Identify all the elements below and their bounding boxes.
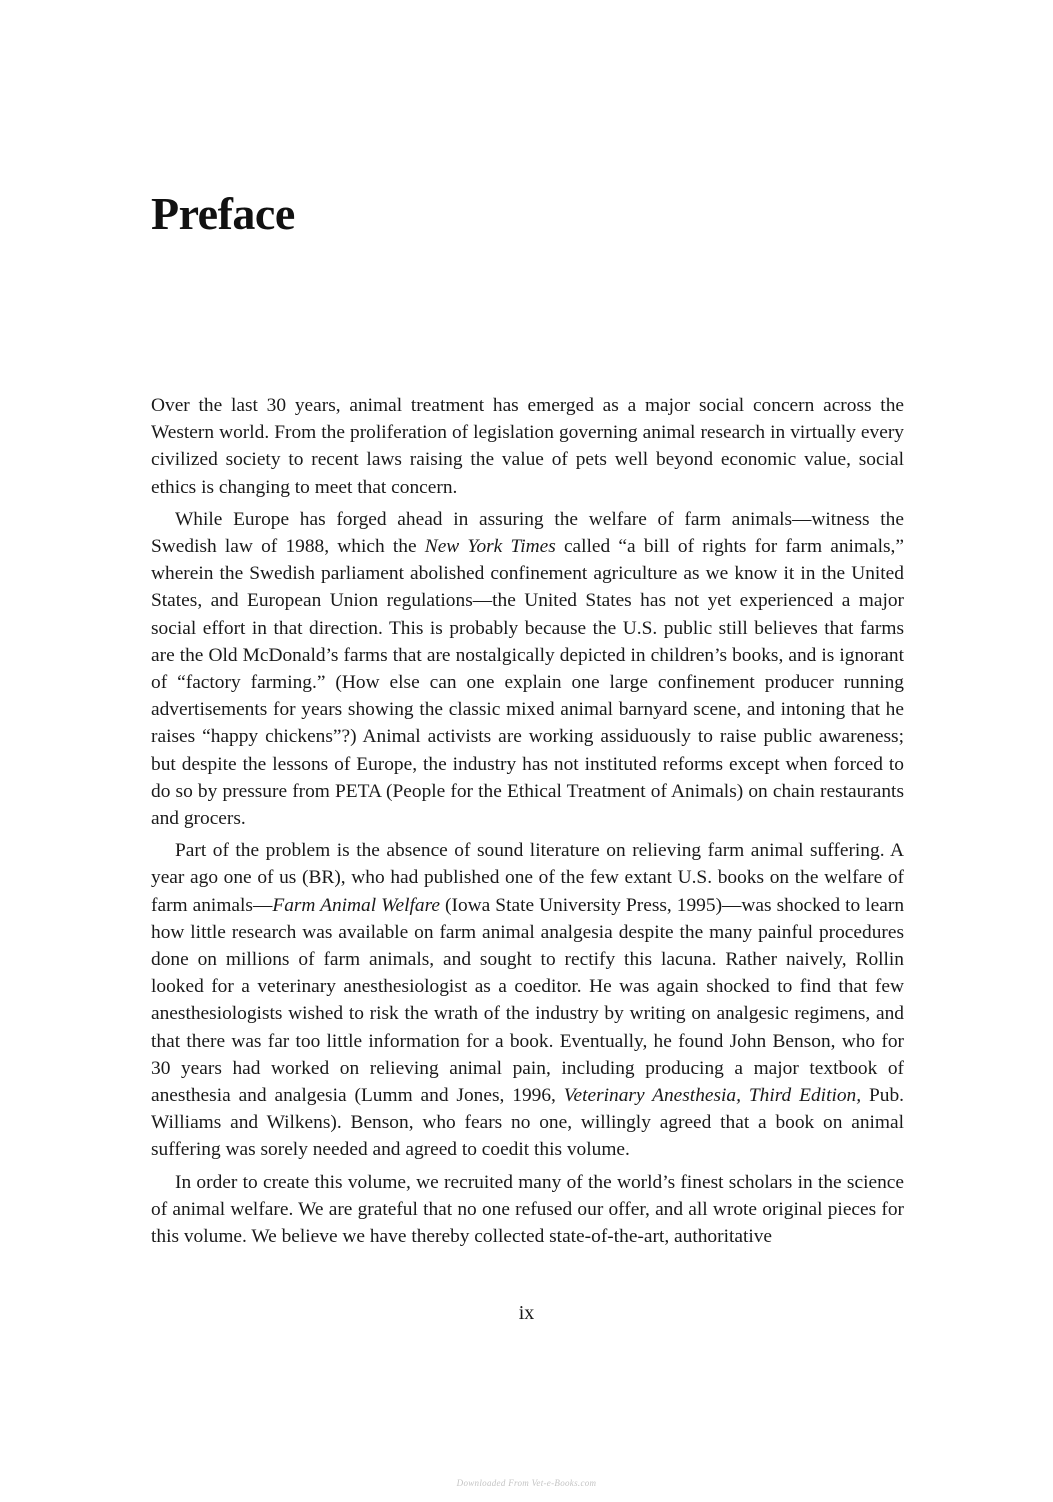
watermark: Downloaded From Vet-e-Books.com <box>456 1478 597 1488</box>
text-run: Pub. Williams and Wilkens). Benson, who fears no one, willingly agreed that a book on animal suffering was sorely needed and agreed to coedit this volume. <box>151 1085 905 1161</box>
paragraph <box>151 837 904 1163</box>
paragraph <box>151 1169 904 1251</box>
italic-title: Farm Animal Welfare <box>272 894 441 916</box>
italic-title: Veterinary Anesthesia, Third Edition, <box>563 1085 862 1107</box>
text-run: (Iowa State University Press, 1995)—was shocked to learn how little research was available on farm animal analgesia despite the many painful procedures done on millions of farm animals, and sought to rectify this lacuna. Rather naively, Rollin looked for a veterinary anesthesiologist as a coeditor. He was again shocked to find that few anesthesiologists wished to risk the wrath of the industry by writing on analgesic regimens, and that there was far too little information for a book. Eventually, he found John Benson, who for 30 years had worked on relieving animal pain, including producing a major textbook of anesthesia and analgesia (Lumm and Jones, 1996, <box>151 894 905 1107</box>
text-run: Over the last 30 years, animal treatment has emerged as a major social concern across the Western world. From the proliferation of legislation governing animal research in virtually every civilized society to recent laws raising the value of pets well beyond economic value, social ethics is changing to meet that concern. <box>151 395 904 498</box>
paragraph <box>151 392 904 501</box>
text-run: Part of the problem is the absence of sound literature on relieving farm animal suffering. A year ago one of us (BR), who had published one of the few extant U.S. books on the welfare of farm animals— <box>151 840 904 916</box>
paragraph <box>151 506 904 832</box>
text-run: In order to create this volume, we recruited many of the world’s finest scholars in the science of animal welfare. We are grateful that no one refused our offer, and all wrote original pieces for this volume. We believe we have thereby collected state-of-the-art, authoritative <box>151 1171 904 1248</box>
page-number: ix <box>518 1302 535 1324</box>
text-run: While Europe has forged ahead in assuring the welfare of farm animals—witness the Swedish law of 1988, which the <box>151 508 904 558</box>
text-run: called “a bill of rights for farm animals,” wherein the Swedish parliament abolished confinement agriculture as we know it in the United States, and European Union regulations—the United States has not yet experienced a major social effort in that direction. This is probably because the U.S. public still believes that farms are the Old McDonald’s farms that are nostalgically depicted in children’s books, and is ignorant of “factory farming.” (How else can one explain one large confinement producer running advertisements for years showing the classic mixed animal barnyard scene, and intoning that he raises “happy chickens”?) Animal activists are working assiduously to raise public awareness; but despite the lessons of Europe, the industry has not instituted reforms except when forced to do so by pressure from PETA (People for the Ethical Treatment of Animals) on chain restaurants and grocers. <box>151 536 904 830</box>
body-text <box>151 392 904 1255</box>
page-title: Preface <box>151 188 295 239</box>
italic-title: New York Times <box>424 536 556 558</box>
